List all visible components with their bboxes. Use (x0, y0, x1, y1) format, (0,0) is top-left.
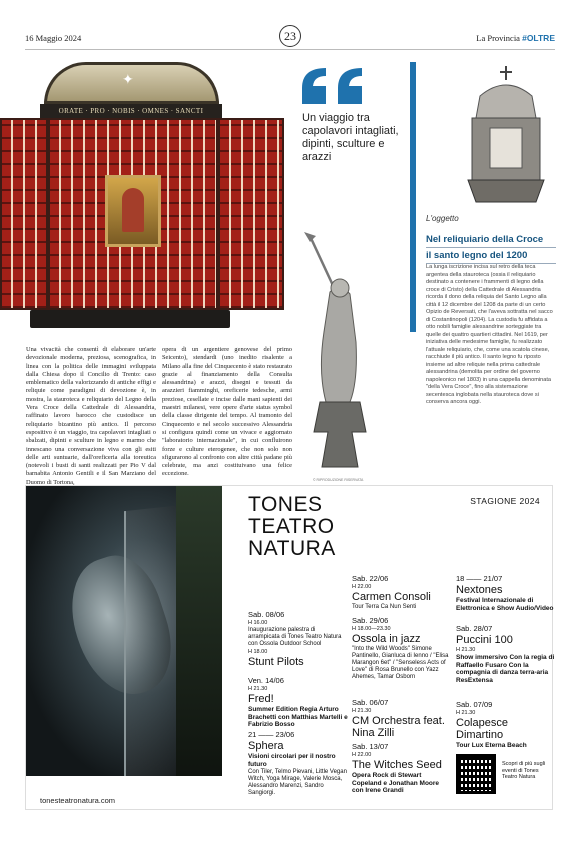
event-date: Sab. 13/07 (352, 742, 389, 751)
cabinet-base (30, 310, 230, 328)
event-title: Fred! (248, 693, 274, 705)
pull-quote: Un viaggio tra capolavori intagliati, dipinti, sculture e arazzi (302, 112, 399, 163)
event-item (248, 610, 348, 668)
event-title: Sphera (248, 740, 284, 752)
event-time: H 21.30 (456, 710, 476, 716)
reliquary-cabinet-image (0, 60, 288, 332)
event-time: H 18.00—23.30 (352, 626, 391, 632)
event-item (352, 742, 452, 795)
qr-caption: Scopri di più sugli eventi di Tones Teatro Natura (502, 761, 546, 780)
ad-title-line-2: TEATRO (248, 515, 335, 538)
event-item (352, 698, 452, 739)
cabinet-right-door (218, 118, 284, 310)
event-item (456, 574, 556, 612)
event-item (352, 574, 452, 611)
event-subtitle: Summer Edition Regia Arturo Brachetti con Matthias Martelli e Fabrizio Bosso (248, 706, 348, 728)
article-column-1: Una vivacità che consentì di elaborare un'arte devozionale moderna, preziosa, scenografica, in linea con la politica delle immagini sviluppata dalla Chiesa dopo il Concilio di Trento: caso emblematico della valorizzando di antiche effigi e reliquie come paradigmi di devozione è, in mostra, la stauroteca e reliquiario del Legno della Vera Croce della Cattedrale di Alessandria, raffinato lavoro barocco che custodisce un reliquiario bizantino più antico. Il percorso espositivo è un viaggio, tra capolavori intagliati o sbalzati, dipinti e sculture in legno e marmo che innescano una conversazione viva con gli esiti delle arti suntuarie, dall'oreficeria alla toreutica (notevoli i busti di santi realizzati per Pio V dal barnabita Antonio Gentili e il San Marziano del Duomo di Tortona, (26, 346, 156, 486)
event-time: H 21.30 (352, 708, 372, 714)
event-subtitle: Tour Terra Ca Nun Senti (352, 604, 417, 610)
event-title: Nextones (456, 584, 503, 596)
event-date: Ven. 14/06 (248, 676, 284, 685)
accent-bar (410, 62, 416, 332)
brand-accent: OLTRE (526, 33, 555, 43)
event-date: Sab. 28/07 (456, 624, 493, 633)
tree-trunk (176, 486, 222, 776)
tones-teatro-natura-ad (25, 485, 553, 810)
event-time: H 22.00 (352, 752, 372, 758)
event-date: Sab. 22/06 (352, 574, 389, 583)
cabinet-left-door (0, 118, 48, 310)
object-section-label: L'oggetto (426, 214, 459, 223)
silver-statue-image (300, 232, 380, 477)
event-date: Sab. 06/07 (352, 698, 389, 707)
ad-title-line-1: TONES (248, 493, 323, 516)
ad-website-link[interactable]: tonesteatronatura.com (40, 796, 116, 805)
event-date: 18 —— 21/07 (456, 574, 503, 583)
publication-brand: La Provincia #OLTRE (476, 33, 555, 43)
object-body-text: La lunga iscrizione incisa sul retro della teca argentea della stauroteca (ossia il reliquiario destinato a contenere i frammenti di legno della croce di Cristo) della Cattedrale di Alessandria ricorda il dono della reliquia del Santo Legno alla città il 12 dicembre del 1208 da parte di un certo Opizio de Reversati, che l'aveva sottratta nel sacco di Costantinopoli (1204). La custodia fu affidata a otto nobili famiglie alessandrine sorteggiate tra quelle dei quattro quartieri cittadini. Nel 1619, per iniziativa delle medesime famiglie, fu realizzato l'attuale reliquiario, che, come una scatola cinese, racchiude il più antico. Il santo legno fu riposto insieme ad altre reliquie nella prima cattedrale alessandrina (demolita per ordine del governo napoleonico nel 1803) in una cappella denominata "della Vera Croce", fino alla sistemazione secentesca inglobata nella stauroteca dove si conserva ancora oggi. (426, 264, 553, 405)
event-time-2: H 18.00 (248, 649, 268, 655)
event-item (456, 624, 556, 684)
object-title-line-2: il santo legno del 1200 (426, 248, 556, 264)
ad-title (248, 494, 336, 560)
event-title: Ossola in jazz (352, 633, 421, 645)
silver-reliquary-image (460, 66, 552, 206)
event-item (248, 676, 348, 729)
event-subtitle: Opera Rock di Stewart Copeland e Jonathan Moore con Irene Grandi (352, 772, 440, 794)
page-header (25, 28, 555, 50)
cabinet-painting (105, 175, 161, 247)
event-title: The Witches Seed (352, 759, 442, 771)
event-title: Puccini 100 (456, 634, 513, 646)
event-subtitle: Visioni circolari per il nostro futuro (248, 753, 336, 768)
event-subtitle: "Into the Wild Woods" Simone Pantinello, Gianluca di Ienno / "Elisa Marangon 6et" / "Senseless Acts of Love" di Rosa Brunello con Yazz Ahemes, Tamar Osborn (352, 646, 449, 680)
event-time: H 22.00 (352, 584, 372, 590)
qr-code[interactable] (456, 754, 496, 794)
event-title: Carmen Consoli (352, 591, 431, 603)
event-date: 21 —— 23/06 (248, 730, 295, 739)
page-number: 23 (279, 25, 301, 47)
event-subtitle: Tour Lux Eterna Beach (456, 742, 527, 749)
dove-icon: ✦ (122, 73, 134, 88)
event-time: H 16.00 (248, 620, 268, 626)
object-title (426, 232, 556, 264)
event-time: H 21.30 (248, 686, 268, 692)
issue-date: 16 Maggio 2024 (25, 33, 82, 43)
article-column-2: opera di un argentiere genovese del primo Seicento), stendardi (uno inedito risalente a Milano alla fine del Cinquecento è stato restaurato grazie al finanziamento della Consulta alessandrina) e arazzi, disegni e tessuti da arazzieri fiamminghi, oreficerie tedesche, armi preziose, cesellate e incise dalle mani sapienti dei maestri milanesi, vere opere d'arte status symbol della classe dirigente del tempo. Al tramonto del Cinquecento e nel secolo successivo Alessandria si configura quindi come un vivace e aggiornato "laboratorio internazionale", in cui confluirono forze e culture eterogenee, che non solo non sfigurarono al confronto con altre città padane più celebrate, ma anzi costituivano una felice eccezione. (162, 346, 292, 478)
event-date: Sab. 07/09 (456, 700, 493, 709)
event-title: CM Orchestra feat. Nina Zilli (352, 715, 445, 739)
event-guests: Con Tiler, Telmo Pievani, Little Vegan Witch, Yoga Mirage, Valerie Mosca, Alessandro Marenzi, Sandro Sangiorgi. (248, 769, 347, 796)
event-title: Stunt Pilots (248, 656, 304, 668)
event-title: Colapesce Dimartino (456, 717, 508, 741)
event-date: Sab. 29/06 (352, 616, 389, 625)
quote-mark-icon (302, 66, 382, 106)
event-time: H 21.30 (456, 647, 476, 653)
cabinet-inscription: ORATE · PRO · NOBIS · OMNES · SANCTI (40, 104, 222, 118)
brand-name: La Provincia (476, 33, 520, 43)
ad-season-label: STAGIONE 2024 (470, 496, 540, 506)
event-item (456, 700, 556, 750)
ad-title-line-3: NATURA (248, 537, 336, 560)
event-subtitle: Show immersivo Con la regia di Raffaello Fusaro Con la compagnia di danza terra-aria ResExtensa (456, 654, 555, 684)
ad-stone-face-image (26, 486, 222, 776)
event-date: Sab. 08/06 (248, 610, 285, 619)
event-item (352, 616, 452, 681)
object-title-line-1: Nel reliquiario della Croce (426, 232, 556, 248)
event-subtitle: Festival Internazionale di Elettronica e Show Audio/Video (456, 597, 554, 612)
event-subtitle: Inaugurazione palestra di arrampicata di Tones Teatro Natura con Ossola Outdoor School (248, 627, 342, 647)
photo-caption: © RIPRODUZIONE RISERVATA (313, 478, 364, 482)
event-item (248, 730, 348, 797)
